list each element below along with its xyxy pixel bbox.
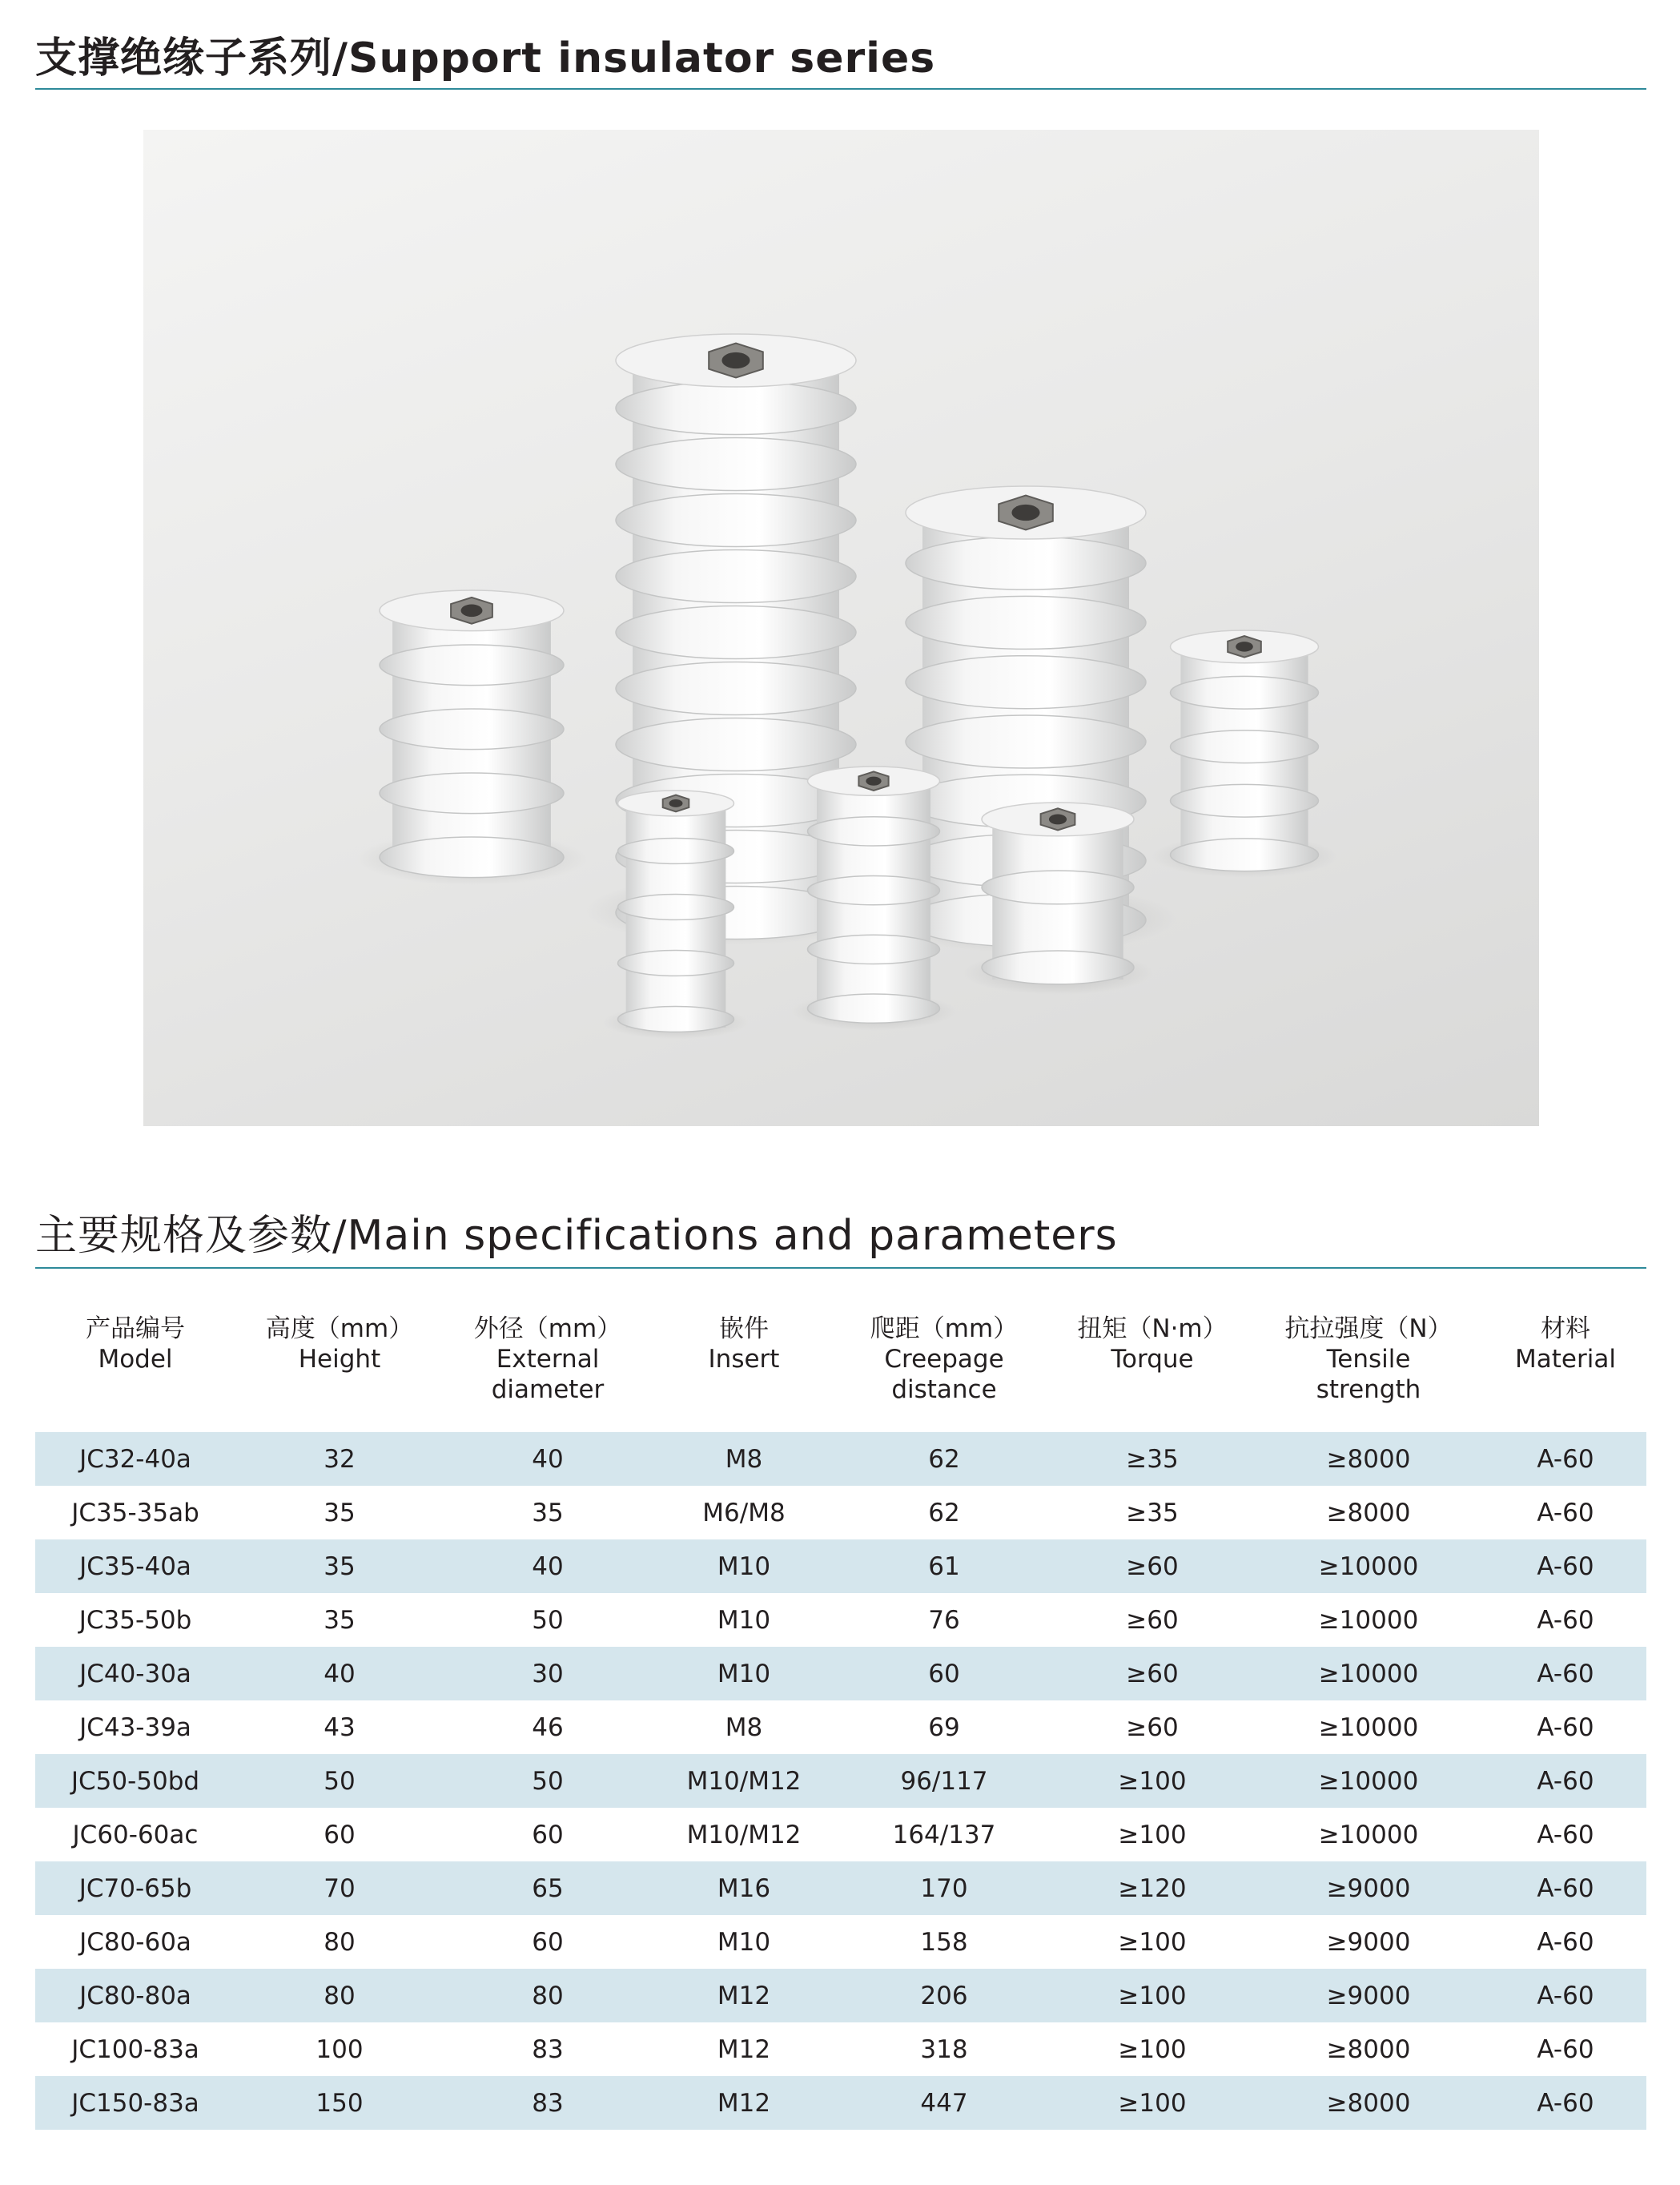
column-header-en: Height <box>298 1345 381 1374</box>
table-cell: ≥10000 <box>1318 1766 1419 1796</box>
table-cell: ≥100 <box>1118 2034 1187 2064</box>
column-header <box>652 1314 836 1432</box>
table-cell: JC80-80a <box>79 1981 191 2010</box>
table-cell: ≥120 <box>1118 1873 1187 1903</box>
table-cell: ≥100 <box>1118 1981 1187 2010</box>
table-cell: ≥100 <box>1118 2088 1187 2118</box>
table-cell: M10 <box>717 1605 771 1635</box>
table-cell: M10 <box>717 1927 771 1957</box>
table-cell: ≥8000 <box>1326 1498 1411 1527</box>
table-cell: ≥100 <box>1118 1766 1187 1796</box>
table-cell: A-60 <box>1537 1551 1594 1581</box>
table-cell: 40 <box>532 1551 564 1581</box>
table-cell: A-60 <box>1537 1498 1594 1527</box>
table-cell: ≥100 <box>1118 1927 1187 1957</box>
table-cell: ≥10000 <box>1318 1712 1419 1742</box>
table-cell: 40 <box>532 1444 564 1474</box>
column-header-en: Insert <box>708 1345 780 1374</box>
table-cell: 80 <box>532 1981 564 2010</box>
table-cell: 50 <box>324 1766 356 1796</box>
table-cell: 40 <box>324 1659 356 1688</box>
insulators-illustration <box>143 130 1539 1126</box>
table-cell: JC35-35ab <box>71 1498 199 1527</box>
table-row <box>35 1915 1646 1969</box>
specs-divider <box>35 1267 1646 1269</box>
table-cell: 100 <box>316 2034 364 2064</box>
table-cell: JC32-40a <box>79 1444 191 1474</box>
table-cell: 96/117 <box>900 1766 988 1796</box>
table-cell: 62 <box>928 1498 960 1527</box>
table-cell: 43 <box>324 1712 356 1742</box>
table-cell: JC40-30a <box>79 1659 191 1688</box>
table-cell: 83 <box>532 2034 564 2064</box>
column-header-cn: 高度（mm） <box>265 1314 414 1343</box>
table-row <box>35 1754 1646 1808</box>
table-cell: 60 <box>532 1927 564 1957</box>
table-cell: M6/M8 <box>702 1498 786 1527</box>
column-header-cn: 材料 <box>1541 1314 1590 1343</box>
column-header-cn: 外径（mm） <box>473 1314 622 1343</box>
table-row <box>35 1486 1646 1539</box>
column-header-cn: 爬距（mm） <box>870 1314 1019 1343</box>
table-cell: A-60 <box>1537 1444 1594 1474</box>
table-cell: JC60-60ac <box>72 1820 199 1849</box>
table-cell: A-60 <box>1537 1766 1594 1796</box>
table-cell: ≥8000 <box>1326 2088 1411 2118</box>
table-cell: 60 <box>532 1820 564 1849</box>
table-cell: ≥100 <box>1118 1820 1187 1849</box>
table-cell: 35 <box>324 1551 356 1581</box>
table-cell: ≥60 <box>1126 1551 1179 1581</box>
column-header <box>836 1314 1052 1432</box>
table-cell: A-60 <box>1537 1820 1594 1849</box>
table-cell: 50 <box>532 1605 564 1635</box>
table-cell: 206 <box>920 1981 968 2010</box>
table-cell: 158 <box>920 1927 968 1957</box>
table-row <box>35 2076 1646 2130</box>
column-header-en2: diameter <box>491 1375 605 1404</box>
table-cell: M12 <box>717 2034 771 2064</box>
table-row <box>35 1808 1646 1861</box>
page-title: 支撑绝缘子系列/Support insulator series <box>35 34 936 82</box>
table-row <box>35 1539 1646 1593</box>
table-cell: ≥60 <box>1126 1659 1179 1688</box>
column-header-cn: 抗拉强度（N） <box>1284 1314 1453 1343</box>
specs-table <box>35 1314 1646 2130</box>
column-header <box>235 1314 444 1432</box>
table-cell: 80 <box>324 1927 356 1957</box>
table-cell: 60 <box>324 1820 356 1849</box>
specs-title: 主要规格及参数/Main specifications and parameters <box>35 1212 1118 1260</box>
table-cell: JC70-65b <box>78 1873 192 1903</box>
table-cell: 61 <box>928 1551 960 1581</box>
table-cell: 83 <box>532 2088 564 2118</box>
column-header <box>444 1314 652 1432</box>
table-cell: ≥8000 <box>1326 1444 1411 1474</box>
table-cell: JC100-83a <box>71 2034 199 2064</box>
insulator <box>356 590 587 885</box>
table-cell: 35 <box>324 1498 356 1527</box>
table-cell: M10 <box>717 1551 771 1581</box>
title-divider <box>35 88 1646 90</box>
table-cell: JC35-50b <box>78 1605 192 1635</box>
table-cell: ≥9000 <box>1326 1981 1411 2010</box>
table-cell: ≥10000 <box>1318 1820 1419 1849</box>
table-cell: 35 <box>532 1498 564 1527</box>
table-cell: 80 <box>324 1981 356 2010</box>
column-header-en: External <box>496 1345 600 1374</box>
table-cell: 62 <box>928 1444 960 1474</box>
table-cell: ≥35 <box>1126 1498 1179 1527</box>
specs-body <box>35 1432 1646 2130</box>
table-cell: 30 <box>532 1659 564 1688</box>
table-cell: ≥60 <box>1126 1712 1179 1742</box>
column-header <box>1252 1314 1485 1432</box>
table-cell: 69 <box>928 1712 960 1742</box>
table-row <box>35 1700 1646 1754</box>
table-cell: JC50-50bd <box>70 1766 200 1796</box>
table-cell: A-60 <box>1537 2088 1594 2118</box>
table-cell: JC80-60a <box>79 1927 191 1957</box>
table-cell: M10 <box>717 1659 771 1688</box>
column-header-cn: 嵌件 <box>719 1314 769 1343</box>
table-cell: A-60 <box>1537 1873 1594 1903</box>
table-cell: 70 <box>324 1873 356 1903</box>
table-cell: M8 <box>725 1712 763 1742</box>
table-cell: A-60 <box>1537 1981 1594 2010</box>
column-header-en: Model <box>98 1345 173 1374</box>
table-cell: ≥10000 <box>1318 1659 1419 1688</box>
table-row <box>35 1593 1646 1647</box>
column-header-en: Torque <box>1111 1345 1194 1374</box>
column-header-en: Material <box>1515 1345 1616 1374</box>
table-cell: M16 <box>717 1873 771 1903</box>
column-header-en2: distance <box>891 1375 997 1404</box>
table-cell: ≥9000 <box>1326 1873 1411 1903</box>
table-cell: ≥9000 <box>1326 1927 1411 1957</box>
table-row <box>35 1647 1646 1700</box>
table-cell: JC43-39a <box>79 1712 191 1742</box>
table-cell: ≥10000 <box>1318 1605 1419 1635</box>
specs-header-row <box>35 1314 1646 1432</box>
table-row <box>35 1861 1646 1915</box>
table-cell: M10/M12 <box>686 1820 802 1849</box>
table-cell: ≥8000 <box>1326 2034 1411 2064</box>
table-cell: M8 <box>725 1444 763 1474</box>
table-row <box>35 2022 1646 2076</box>
table-cell: JC35-40a <box>79 1551 191 1581</box>
table-cell: A-60 <box>1537 1927 1594 1957</box>
product-photo <box>143 130 1539 1126</box>
table-row <box>35 1969 1646 2022</box>
table-cell: M10/M12 <box>686 1766 802 1796</box>
table-cell: 164/137 <box>892 1820 996 1849</box>
column-header-en2: strength <box>1316 1375 1421 1404</box>
table-cell: 447 <box>920 2088 968 2118</box>
table-cell: A-60 <box>1537 1605 1594 1635</box>
column-header <box>1485 1314 1646 1432</box>
table-cell: ≥35 <box>1126 1444 1179 1474</box>
table-cell: A-60 <box>1537 2034 1594 2064</box>
table-cell: 150 <box>316 2088 364 2118</box>
column-header-en: Creepage <box>884 1345 1004 1374</box>
column-header <box>1052 1314 1252 1432</box>
table-cell: 65 <box>532 1873 564 1903</box>
table-cell: 318 <box>920 2034 968 2064</box>
table-cell: 32 <box>324 1444 356 1474</box>
column-header-cn: 产品编号 <box>86 1314 185 1343</box>
table-cell: M12 <box>717 1981 771 2010</box>
table-cell: A-60 <box>1537 1712 1594 1742</box>
table-cell: A-60 <box>1537 1659 1594 1688</box>
table-cell: 35 <box>324 1605 356 1635</box>
table-cell: 170 <box>920 1873 968 1903</box>
column-header-en: Tensile <box>1326 1345 1411 1374</box>
column-header <box>35 1314 235 1432</box>
table-cell: M12 <box>717 2088 771 2118</box>
table-cell: 76 <box>928 1605 960 1635</box>
table-row <box>35 1432 1646 1486</box>
table-cell: ≥10000 <box>1318 1551 1419 1581</box>
table-cell: 46 <box>532 1712 564 1742</box>
column-header-cn: 扭矩（N·m） <box>1077 1314 1228 1343</box>
table-cell: 60 <box>928 1659 960 1688</box>
table-cell: JC150-83a <box>71 2088 199 2118</box>
table-cell: ≥60 <box>1126 1605 1179 1635</box>
table-cell: 50 <box>532 1766 564 1796</box>
insulator <box>1151 630 1336 878</box>
